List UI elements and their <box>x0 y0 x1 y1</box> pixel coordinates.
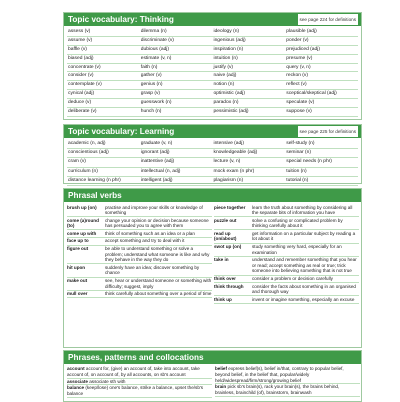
collocation-headword: account <box>67 366 85 371</box>
vocab-word: inspiration (n) <box>213 46 286 55</box>
section-title: Phrases, patterns and collocations <box>68 353 204 362</box>
phrasal-verb-term: make out <box>67 278 88 284</box>
vocab-word: faith (n) <box>140 64 213 73</box>
vocab-word: ideology (n) <box>213 28 286 37</box>
thinking-word-grid <box>67 28 358 117</box>
vocab-word: optimistic (adj) <box>213 90 286 99</box>
vocab-word: intuition (n) <box>213 55 286 64</box>
vocab-word: ponder (v) <box>285 37 358 46</box>
section-header <box>64 351 361 364</box>
vocab-word: self-study (n) <box>285 140 358 149</box>
vocab-word: deliberate (v) <box>67 108 140 117</box>
vocab-word: ingenious (adj) <box>213 37 286 46</box>
vocab-word: intellectual (n, adj) <box>140 168 213 177</box>
section-header <box>64 125 361 138</box>
vocab-word: reckon (v) <box>285 72 358 81</box>
phrasal-verb-entry <box>67 230 212 238</box>
phrasal-verbs-right-column <box>214 204 359 304</box>
vocab-word: suppose (v) <box>285 108 358 117</box>
collocation-list: (keep/lose) one's balance, strike a balance, upset the/sb's balance <box>67 385 204 397</box>
vocab-word: tuition (n) <box>285 168 358 177</box>
vocab-word: inattentive (adj) <box>140 158 213 167</box>
phrasal-verb-definition: get information on a particular subject by reading a lot about it <box>252 230 356 242</box>
vocab-word: mock exam (n phr) <box>213 168 286 177</box>
phrasal-verb-definition: suddenly have an idea; discover something by chance <box>105 264 200 276</box>
phrasal-verb-entry <box>214 244 359 257</box>
phrasal-verb-term: mull over <box>67 291 88 297</box>
phrasal-verb-definition: think of something such as an idea or a plan <box>105 230 195 236</box>
vocab-word: plagiarism (n) <box>213 177 286 186</box>
vocab-word: query (v, n) <box>285 64 358 73</box>
vocab-word: distance learning (n phr) <box>67 177 140 186</box>
vocab-word: deduce (v) <box>67 99 140 108</box>
vocab-word: seminar (n) <box>285 149 358 158</box>
vocab-word: ignorant (adj) <box>140 149 213 158</box>
collocation-list: pick sb's brain(s), rack your brain(s), the brains behind, brainless, brainchild (of), brainstorm, brainwash <box>215 384 340 396</box>
vocab-word: speculate (v) <box>285 99 358 108</box>
vocab-word: justify (v) <box>213 64 286 73</box>
section-title: Topic vocabulary: Learning <box>68 127 175 136</box>
collocation-headword: brain <box>215 384 227 390</box>
vocab-word: reflect (v) <box>285 81 358 90</box>
vocab-word: discriminate (v) <box>140 37 213 46</box>
phrasal-verb-term: think up <box>214 296 232 302</box>
phrasal-verb-term: piece together <box>214 204 246 210</box>
phrasal-verb-definition: see, hear or understand someone or something with difficulty; suggest, imply <box>105 278 212 289</box>
section-title: Phrasal verbs <box>68 191 122 200</box>
collocation-entry <box>67 366 212 379</box>
collocation-headword: balance <box>67 385 85 391</box>
phrasal-verb-definition: invent or imagine something, especially an excuse <box>252 296 355 302</box>
vocab-word: hunch (n) <box>140 108 213 117</box>
phrasal-verb-term: think through <box>214 283 244 289</box>
vocab-word: plausible (adj) <box>285 28 358 37</box>
phrasal-verb-entry <box>214 283 359 296</box>
phrasal-verb-term: come (a)round (to) <box>67 217 99 229</box>
collocation-list: associate sth with <box>89 378 126 384</box>
vocab-word: assume (v) <box>67 37 140 46</box>
section-title: Topic vocabulary: Thinking <box>68 15 174 24</box>
collocation-entry <box>215 366 360 384</box>
vocab-word: grasp (v) <box>140 90 213 99</box>
phrasal-verb-term: think over <box>214 276 236 282</box>
vocab-word: biased (adj) <box>67 55 140 64</box>
phrases-collocations-section <box>63 350 362 402</box>
collocation-list: express belief(s), belief in/that, contrary to popular belief, beyond belief, in the belief that, popular/widely held/widespread/firm/strong/growing belief <box>215 366 344 383</box>
phrasal-verb-definition: change your opinion or decision because someone has persuaded you to agree with them <box>105 217 209 229</box>
phrasal-verb-definition: practise and improve your skills or knowledge of something <box>105 204 203 216</box>
phrasal-verb-definition: understand and remember something that you hear or read; accept something as real or true; trick someone into believing something that is not true <box>252 257 357 274</box>
phrasal-verb-definition: be able to understand something or solve a problem; understand what someone is like and why they behave in the way they do <box>105 246 210 263</box>
vocab-word: tutorial (n) <box>285 177 358 186</box>
phrasal-verb-definition: consider a problem or decision carefully <box>252 276 333 282</box>
vocab-word: intelligent (adj) <box>140 177 213 186</box>
phrasal-verb-term: take in <box>214 257 229 263</box>
phrasal-verb-term: come up with <box>67 230 97 236</box>
phrasal-verb-term: puzzle out <box>214 217 237 223</box>
phrasal-verb-entry <box>214 276 359 284</box>
section-header <box>64 13 361 26</box>
phrasal-verb-entry <box>67 204 212 217</box>
vocab-word: estimate (v, n) <box>140 55 213 64</box>
phrasal-verb-term: face up to <box>67 238 89 244</box>
vocab-word: pessimistic (adj) <box>213 108 286 117</box>
phrasal-verb-entry <box>67 238 212 246</box>
phrasal-verb-definition: consider the facts about something in an organised and thorough way <box>252 283 356 295</box>
phrasal-verb-entry <box>67 291 212 299</box>
vocab-word: contemplate (v) <box>67 81 140 90</box>
phrasal-verb-entry <box>214 217 359 230</box>
vocab-word: cynical (adj) <box>67 90 140 99</box>
phrasal-verb-entry <box>214 230 359 243</box>
vocab-word: baffle (v) <box>67 46 140 55</box>
phrasal-verb-term: figure out <box>67 246 89 252</box>
phrases-right-column <box>215 366 360 397</box>
phrasal-verb-definition: study something very hard, especially for an examination <box>252 244 342 255</box>
vocab-word: prejudiced (adj) <box>285 46 358 55</box>
phrasal-verb-definition: learn the truth about something by considering all the separate bits of information you have <box>252 204 353 216</box>
vocab-word: notion (n) <box>213 81 286 90</box>
collocation-entry <box>215 384 360 397</box>
vocab-word: curriculum (n) <box>67 168 140 177</box>
phrasal-verb-term: swot up (on) <box>214 244 242 250</box>
vocab-word: concentrate (v) <box>67 64 140 73</box>
phrasal-verb-entry <box>214 296 359 304</box>
vocab-word: paradox (n) <box>213 99 286 108</box>
section-header <box>64 189 361 202</box>
phrasal-verb-entry <box>214 257 359 276</box>
phrasal-verb-definition: solve a confusing or complicated problem by thinking carefully about it <box>252 217 343 229</box>
definitions-page-reference: see page 224 for definitions <box>298 14 358 25</box>
vocab-word: knowledgeable (adj) <box>213 149 286 158</box>
vocab-word: presume (v) <box>285 55 358 64</box>
collocation-headword: belief <box>215 366 227 371</box>
phrasal-verb-entry <box>67 217 212 230</box>
vocab-word: genius (n) <box>140 81 213 90</box>
phrasal-verb-definition: think carefully about something over a period of time <box>105 291 212 297</box>
phrasal-verb-term: read up (on/about) <box>214 230 237 242</box>
vocab-word: dilemma (n) <box>140 28 213 37</box>
collocation-entry <box>67 385 212 398</box>
phrases-left-column <box>67 366 212 398</box>
vocab-word: special needs (n phr) <box>285 158 358 167</box>
thinking-vocab-section <box>63 12 362 120</box>
vocab-word: cram (v) <box>67 158 140 167</box>
phrasal-verbs-left-column <box>67 204 212 298</box>
vocab-word: assess (v) <box>67 28 140 37</box>
phrasal-verb-entry <box>214 204 359 217</box>
collocation-entry <box>67 379 212 386</box>
vocab-word: academic (n, adj) <box>67 140 140 149</box>
vocab-word: guesswork (n) <box>140 99 213 108</box>
phrasal-verb-term: brush up (on) <box>67 204 97 210</box>
learning-vocab-section <box>63 124 362 184</box>
learning-word-grid <box>67 140 358 186</box>
phrasal-verb-definition: accept something and try to deal with it <box>105 238 185 244</box>
vocab-word: dubious (adj) <box>140 46 213 55</box>
vocab-word: consider (v) <box>67 72 140 81</box>
vocab-word: naive (adj) <box>213 72 286 81</box>
vocab-word: sceptical/skeptical (adj) <box>285 90 358 99</box>
vocab-word: gather (v) <box>140 72 213 81</box>
vocab-word: conscientious (adj) <box>67 149 140 158</box>
vocab-word: lecture (v, n) <box>213 158 286 167</box>
phrasal-verb-term: hit upon <box>67 264 86 270</box>
phrasal-verbs-section <box>63 188 362 348</box>
collocation-headword: associate <box>67 378 88 384</box>
definitions-page-reference: see page 225 for definitions <box>298 126 358 137</box>
vocab-word: intensive (adj) <box>213 140 286 149</box>
phrasal-verb-entry <box>67 264 212 277</box>
phrasal-verb-entry <box>67 246 212 265</box>
phrasal-verb-entry <box>67 278 212 291</box>
collocation-list: account for, (give) an account of, take into account, take account of, on account of, by all accounts, on sb's account <box>67 366 200 377</box>
vocab-word: graduate (v, n) <box>140 140 213 149</box>
